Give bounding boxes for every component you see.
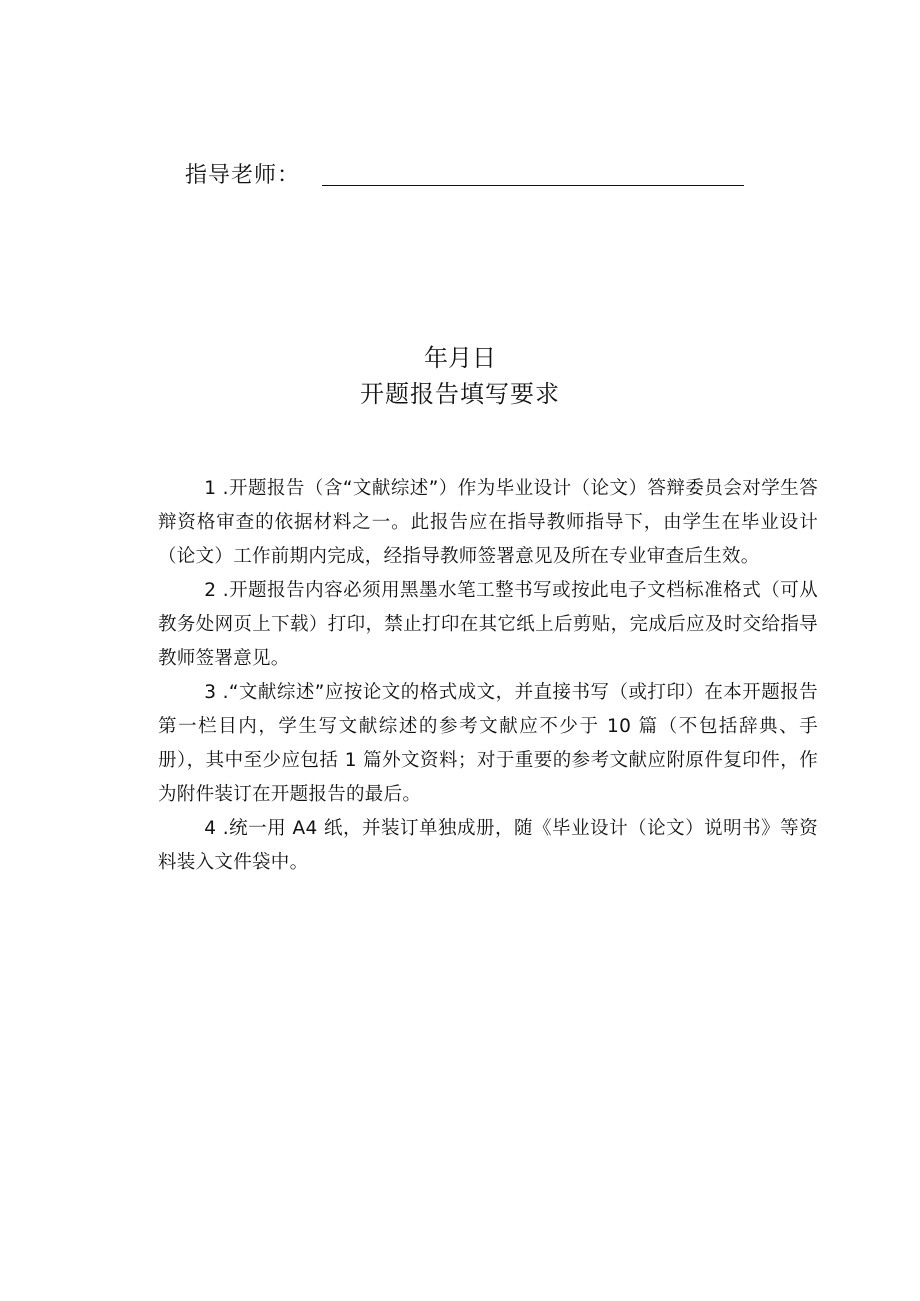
page-title: 开题报告填写要求: [360, 380, 560, 408]
requirement-item-1: 1 .开题报告（含“文献综述”）作为毕业设计（论文）答辩委员会对学生答辩资格审查的依据材料之一。此报告应在指导教师指导下，由学生在毕业设计（论文）工作前期内完成，经指导教师签署意见及所在专业审查后生效。: [158, 478, 818, 567]
date-heading: 年月日: [424, 344, 496, 372]
advisor-label: 指导老师：: [185, 163, 301, 188]
requirement-item-4: 4 .统一用 A4 纸，并装订单独成册，随《毕业设计（论文）说明书》等资料装入文件袋中。: [158, 818, 818, 873]
advisor-blank-underline: [322, 165, 744, 186]
requirements-list: [158, 472, 818, 880]
requirement-item-3: 3 .“文献综述”应按论文的格式成文，并直接书写（或打印）在本开题报告第一栏目内，学生写文献综述的参考文献应不少于 10 篇（不包括辞典、手册），其中至少应包括 1 篇外文资料；对于重要的参考文献应附原件复印件，作为附件装订在开题报告的最后。: [158, 682, 818, 805]
requirement-item-2: 2 .开题报告内容必须用黑墨水笔工整书写或按此电子文档标准格式（可从教务处网页上下载）打印，禁止打印在其它纸上后剪贴，完成后应及时交给指导教师签署意见。: [158, 580, 818, 669]
advisor-signature-line: [185, 162, 744, 190]
